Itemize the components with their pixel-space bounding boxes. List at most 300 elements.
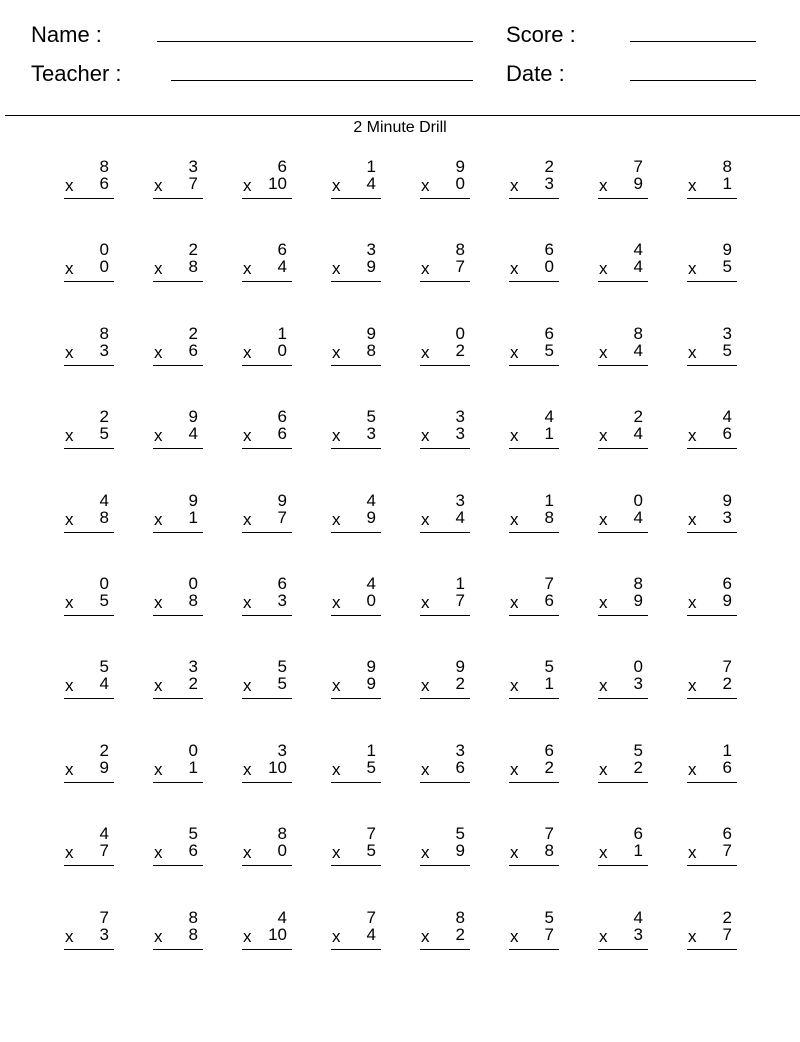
problem: [420, 658, 470, 702]
problem: [687, 241, 737, 285]
multiplicand: 9: [366, 324, 376, 343]
problem: [598, 575, 648, 619]
problem: [509, 241, 559, 285]
multiplier: 2: [544, 758, 554, 777]
multiplier: 6: [99, 174, 109, 193]
multiplicand: 6: [544, 324, 554, 343]
answer-line: [64, 198, 114, 199]
multiply-sign: x: [510, 510, 519, 529]
answer-line: [153, 865, 203, 866]
multiply-sign: x: [332, 259, 341, 278]
problem: [687, 325, 737, 369]
answer-line: [598, 949, 648, 950]
problem: [509, 742, 559, 786]
multiplicand: 6: [722, 574, 732, 593]
answer-line: [331, 865, 381, 866]
multiply-sign: x: [154, 760, 163, 779]
multiply-sign: x: [688, 259, 697, 278]
multiply-sign: x: [510, 676, 519, 695]
problem: [242, 909, 292, 953]
answer-line: [509, 782, 559, 783]
problem: [242, 158, 292, 202]
answer-line: [64, 698, 114, 699]
multiplicand: 8: [633, 324, 643, 343]
multiply-sign: x: [332, 343, 341, 362]
problem: [153, 825, 203, 869]
multiplier: 4: [366, 925, 376, 944]
answer-line: [64, 365, 114, 366]
answer-line: [242, 698, 292, 699]
problem: [598, 158, 648, 202]
answer-line: [598, 448, 648, 449]
answer-line: [331, 782, 381, 783]
problem: [420, 575, 470, 619]
multiplicand: 7: [722, 657, 732, 676]
multiplier: 5: [722, 341, 732, 360]
problem: [64, 742, 114, 786]
multiplicand: 8: [455, 240, 465, 259]
answer-line: [153, 198, 203, 199]
problem: [153, 575, 203, 619]
multiply-sign: x: [510, 927, 519, 946]
multiplicand: 2: [633, 407, 643, 426]
problem: [64, 492, 114, 536]
problem: [153, 241, 203, 285]
problem: [598, 325, 648, 369]
multiplier: 9: [366, 508, 376, 527]
name-label: Name :: [31, 22, 102, 47]
problem: [509, 492, 559, 536]
multiplier: 3: [99, 925, 109, 944]
problem: [153, 492, 203, 536]
multiply-sign: x: [154, 176, 163, 195]
problem: [331, 408, 381, 452]
problem: [242, 241, 292, 285]
answer-line: [331, 532, 381, 533]
multiplier: 9: [366, 257, 376, 276]
answer-line: [687, 949, 737, 950]
multiplicand: 5: [455, 824, 465, 843]
multiply-sign: x: [243, 593, 252, 612]
multiplier: 9: [99, 758, 109, 777]
answer-line: [242, 949, 292, 950]
multiplier: 0: [544, 257, 554, 276]
problem: [331, 575, 381, 619]
problem: [420, 492, 470, 536]
problem: [242, 658, 292, 702]
answer-line: [598, 865, 648, 866]
multiply-sign: x: [243, 760, 252, 779]
multiply-sign: x: [154, 259, 163, 278]
multiply-sign: x: [688, 426, 697, 445]
multiply-sign: x: [421, 593, 430, 612]
problem: [331, 909, 381, 953]
problem: [687, 742, 737, 786]
multiply-sign: x: [510, 760, 519, 779]
problem: [64, 575, 114, 619]
answer-line: [242, 865, 292, 866]
multiplicand: 5: [99, 657, 109, 676]
multiplicand: 0: [633, 657, 643, 676]
multiplicand: 7: [544, 574, 554, 593]
multiplier: 2: [722, 674, 732, 693]
score-label: Score :: [506, 22, 576, 47]
multiplier: 0: [277, 341, 287, 360]
problem: [153, 158, 203, 202]
answer-line: [509, 448, 559, 449]
multiplier: 4: [633, 508, 643, 527]
multiply-sign: x: [510, 426, 519, 445]
answer-line: [687, 365, 737, 366]
answer-line: [687, 615, 737, 616]
multiplier: 5: [366, 758, 376, 777]
multiply-sign: x: [688, 176, 697, 195]
problem: [153, 325, 203, 369]
multiply-sign: x: [154, 676, 163, 695]
answer-line: [420, 698, 470, 699]
multiplicand: 4: [366, 574, 376, 593]
answer-line: [64, 448, 114, 449]
problem: [509, 325, 559, 369]
multiplier: 10: [268, 758, 287, 777]
answer-line: [598, 365, 648, 366]
multiply-sign: x: [510, 843, 519, 862]
multiply-sign: x: [332, 760, 341, 779]
multiplicand: 0: [455, 324, 465, 343]
multiplier: 10: [268, 925, 287, 944]
multiply-sign: x: [421, 259, 430, 278]
problem: [331, 825, 381, 869]
multiplier: 0: [99, 257, 109, 276]
problem: [242, 825, 292, 869]
date-label: Date :: [506, 61, 565, 86]
multiplicand: 5: [188, 824, 198, 843]
multiplicand: 4: [277, 908, 287, 927]
multiplicand: 8: [188, 908, 198, 927]
multiplicand: 0: [188, 741, 198, 760]
multiply-sign: x: [688, 510, 697, 529]
multiplier: 6: [544, 591, 554, 610]
multiplier: 5: [722, 257, 732, 276]
problem: [153, 658, 203, 702]
multiplicand: 3: [455, 491, 465, 510]
answer-line: [64, 782, 114, 783]
answer-line: [509, 615, 559, 616]
problem: [420, 825, 470, 869]
multiply-sign: x: [510, 593, 519, 612]
problem: [153, 742, 203, 786]
answer-line: [331, 448, 381, 449]
answer-line: [64, 281, 114, 282]
multiplier: 4: [633, 424, 643, 443]
multiplier: 8: [188, 591, 198, 610]
answer-line: [331, 615, 381, 616]
multiplicand: 9: [455, 157, 465, 176]
answer-line: [331, 365, 381, 366]
multiplier: 3: [633, 925, 643, 944]
problem: [64, 825, 114, 869]
multiplier: 4: [99, 674, 109, 693]
answer-line: [64, 865, 114, 866]
answer-line: [153, 615, 203, 616]
multiplier: 9: [722, 591, 732, 610]
answer-line: [420, 782, 470, 783]
multiplier: 9: [633, 591, 643, 610]
multiplicand: 1: [366, 741, 376, 760]
multiplicand: 1: [455, 574, 465, 593]
multiply-sign: x: [421, 343, 430, 362]
answer-line: [687, 198, 737, 199]
problem: [420, 158, 470, 202]
multiplicand: 6: [544, 240, 554, 259]
multiplicand: 0: [633, 491, 643, 510]
answer-line: [153, 281, 203, 282]
multiplicand: 9: [455, 657, 465, 676]
multiply-sign: x: [154, 593, 163, 612]
multiplicand: 0: [188, 574, 198, 593]
multiply-sign: x: [599, 176, 608, 195]
multiplier: 4: [455, 508, 465, 527]
problem: [598, 658, 648, 702]
multiplier: 7: [455, 257, 465, 276]
multiply-sign: x: [65, 927, 74, 946]
answer-line: [153, 532, 203, 533]
multiplier: 8: [366, 341, 376, 360]
answer-line: [598, 281, 648, 282]
problem: [509, 158, 559, 202]
multiply-sign: x: [154, 843, 163, 862]
multiplier: 9: [633, 174, 643, 193]
multiplicand: 1: [277, 324, 287, 343]
multiply-sign: x: [421, 426, 430, 445]
multiplier: 6: [455, 758, 465, 777]
multiply-sign: x: [421, 927, 430, 946]
multiplier: 8: [544, 508, 554, 527]
multiplicand: 5: [366, 407, 376, 426]
answer-line: [509, 198, 559, 199]
multiply-sign: x: [599, 843, 608, 862]
multiplier: 8: [188, 257, 198, 276]
problem: [687, 575, 737, 619]
multiply-sign: x: [65, 343, 74, 362]
multiplicand: 3: [188, 157, 198, 176]
multiplicand: 9: [188, 491, 198, 510]
multiplicand: 3: [455, 741, 465, 760]
multiplicand: 3: [188, 657, 198, 676]
problem: [64, 658, 114, 702]
multiplier: 0: [455, 174, 465, 193]
answer-line: [687, 532, 737, 533]
multiplicand: 2: [99, 741, 109, 760]
answer-line: [687, 865, 737, 866]
multiplier: 1: [544, 674, 554, 693]
multiply-sign: x: [65, 843, 74, 862]
answer-line: [153, 782, 203, 783]
problem: [420, 408, 470, 452]
multiplicand: 8: [722, 157, 732, 176]
multiply-sign: x: [243, 927, 252, 946]
multiply-sign: x: [688, 676, 697, 695]
multiply-sign: x: [688, 343, 697, 362]
multiplicand: 4: [722, 407, 732, 426]
multiply-sign: x: [154, 426, 163, 445]
multiplicand: 4: [544, 407, 554, 426]
problem: [598, 825, 648, 869]
answer-line: [687, 698, 737, 699]
multiplier: 3: [722, 508, 732, 527]
answer-line: [420, 865, 470, 866]
multiplicand: 8: [455, 908, 465, 927]
multiply-sign: x: [243, 510, 252, 529]
answer-line: [598, 698, 648, 699]
multiplier: 1: [722, 174, 732, 193]
problem: [242, 408, 292, 452]
multiply-sign: x: [688, 843, 697, 862]
multiply-sign: x: [421, 510, 430, 529]
answer-line: [331, 698, 381, 699]
answer-line: [420, 949, 470, 950]
multiply-sign: x: [421, 676, 430, 695]
answer-line: [687, 782, 737, 783]
answer-line: [242, 365, 292, 366]
multiplicand: 2: [99, 407, 109, 426]
answer-line: [598, 532, 648, 533]
answer-line: [509, 532, 559, 533]
multiplier: 2: [455, 925, 465, 944]
multiplier: 1: [633, 841, 643, 860]
multiply-sign: x: [65, 426, 74, 445]
multiplier: 8: [544, 841, 554, 860]
problem: [331, 742, 381, 786]
answer-line: [420, 448, 470, 449]
problem: [598, 408, 648, 452]
problem: [64, 408, 114, 452]
multiplicand: 3: [366, 240, 376, 259]
multiply-sign: x: [332, 927, 341, 946]
multiplier: 6: [277, 424, 287, 443]
answer-line: [64, 949, 114, 950]
multiply-sign: x: [688, 593, 697, 612]
multiply-sign: x: [599, 426, 608, 445]
problem: [420, 909, 470, 953]
answer-line: [687, 281, 737, 282]
problem: [509, 408, 559, 452]
answer-line: [242, 448, 292, 449]
multiplicand: 5: [544, 657, 554, 676]
multiplier: 8: [188, 925, 198, 944]
multiplier: 3: [455, 424, 465, 443]
multiplicand: 9: [722, 240, 732, 259]
multiply-sign: x: [332, 843, 341, 862]
problem: [64, 325, 114, 369]
page-title: 2 Minute Drill: [353, 119, 447, 136]
answer-line: [153, 949, 203, 950]
problem: [598, 909, 648, 953]
multiplicand: 7: [633, 157, 643, 176]
problem: [687, 492, 737, 536]
multiplier: 1: [544, 424, 554, 443]
multiply-sign: x: [421, 843, 430, 862]
multiply-sign: x: [332, 426, 341, 445]
multiplier: 5: [99, 424, 109, 443]
answer-line: [153, 698, 203, 699]
multiplicand: 9: [277, 491, 287, 510]
answer-line: [687, 448, 737, 449]
multiplicand: 6: [277, 157, 287, 176]
multiplier: 5: [366, 841, 376, 860]
multiply-sign: x: [599, 343, 608, 362]
multiply-sign: x: [599, 510, 608, 529]
answer-line: [242, 532, 292, 533]
multiplicand: 9: [188, 407, 198, 426]
multiplier: 5: [99, 591, 109, 610]
multiply-sign: x: [332, 510, 341, 529]
answer-line: [331, 949, 381, 950]
multiplier: 3: [544, 174, 554, 193]
multiplier: 4: [633, 341, 643, 360]
multiplier: 7: [188, 174, 198, 193]
multiplicand: 6: [277, 574, 287, 593]
multiplicand: 4: [99, 491, 109, 510]
multiplicand: 5: [544, 908, 554, 927]
multiplicand: 2: [188, 324, 198, 343]
problem: [331, 241, 381, 285]
multiplicand: 1: [366, 157, 376, 176]
problem: [242, 492, 292, 536]
problem: [420, 742, 470, 786]
problem: [598, 492, 648, 536]
multiplier: 2: [188, 674, 198, 693]
multiplier: 3: [277, 591, 287, 610]
problem: [331, 325, 381, 369]
multiplier: 10: [268, 174, 287, 193]
multiplier: 3: [366, 424, 376, 443]
answer-line: [331, 281, 381, 282]
multiplicand: 7: [366, 824, 376, 843]
problem: [331, 158, 381, 202]
multiply-sign: x: [243, 843, 252, 862]
answer-line: [509, 949, 559, 950]
multiplicand: 8: [277, 824, 287, 843]
multiplicand: 9: [722, 491, 732, 510]
multiplier: 4: [188, 424, 198, 443]
multiply-sign: x: [65, 176, 74, 195]
multiplier: 4: [366, 174, 376, 193]
multiplicand: 2: [722, 908, 732, 927]
multiplicand: 6: [544, 741, 554, 760]
multiply-sign: x: [154, 343, 163, 362]
multiply-sign: x: [599, 760, 608, 779]
multiplier: 7: [544, 925, 554, 944]
answer-line: [598, 782, 648, 783]
answer-line: [242, 198, 292, 199]
multiply-sign: x: [243, 343, 252, 362]
multiplier: 4: [633, 257, 643, 276]
multiplicand: 5: [277, 657, 287, 676]
multiplier: 3: [99, 341, 109, 360]
answer-line: [420, 281, 470, 282]
answer-line: [242, 281, 292, 282]
problem: [64, 158, 114, 202]
multiplicand: 7: [544, 824, 554, 843]
multiplier: 7: [722, 841, 732, 860]
multiplier: 4: [277, 257, 287, 276]
multiply-sign: x: [243, 259, 252, 278]
multiply-sign: x: [332, 593, 341, 612]
multiplicand: 4: [366, 491, 376, 510]
multiplicand: 4: [633, 240, 643, 259]
multiply-sign: x: [421, 760, 430, 779]
